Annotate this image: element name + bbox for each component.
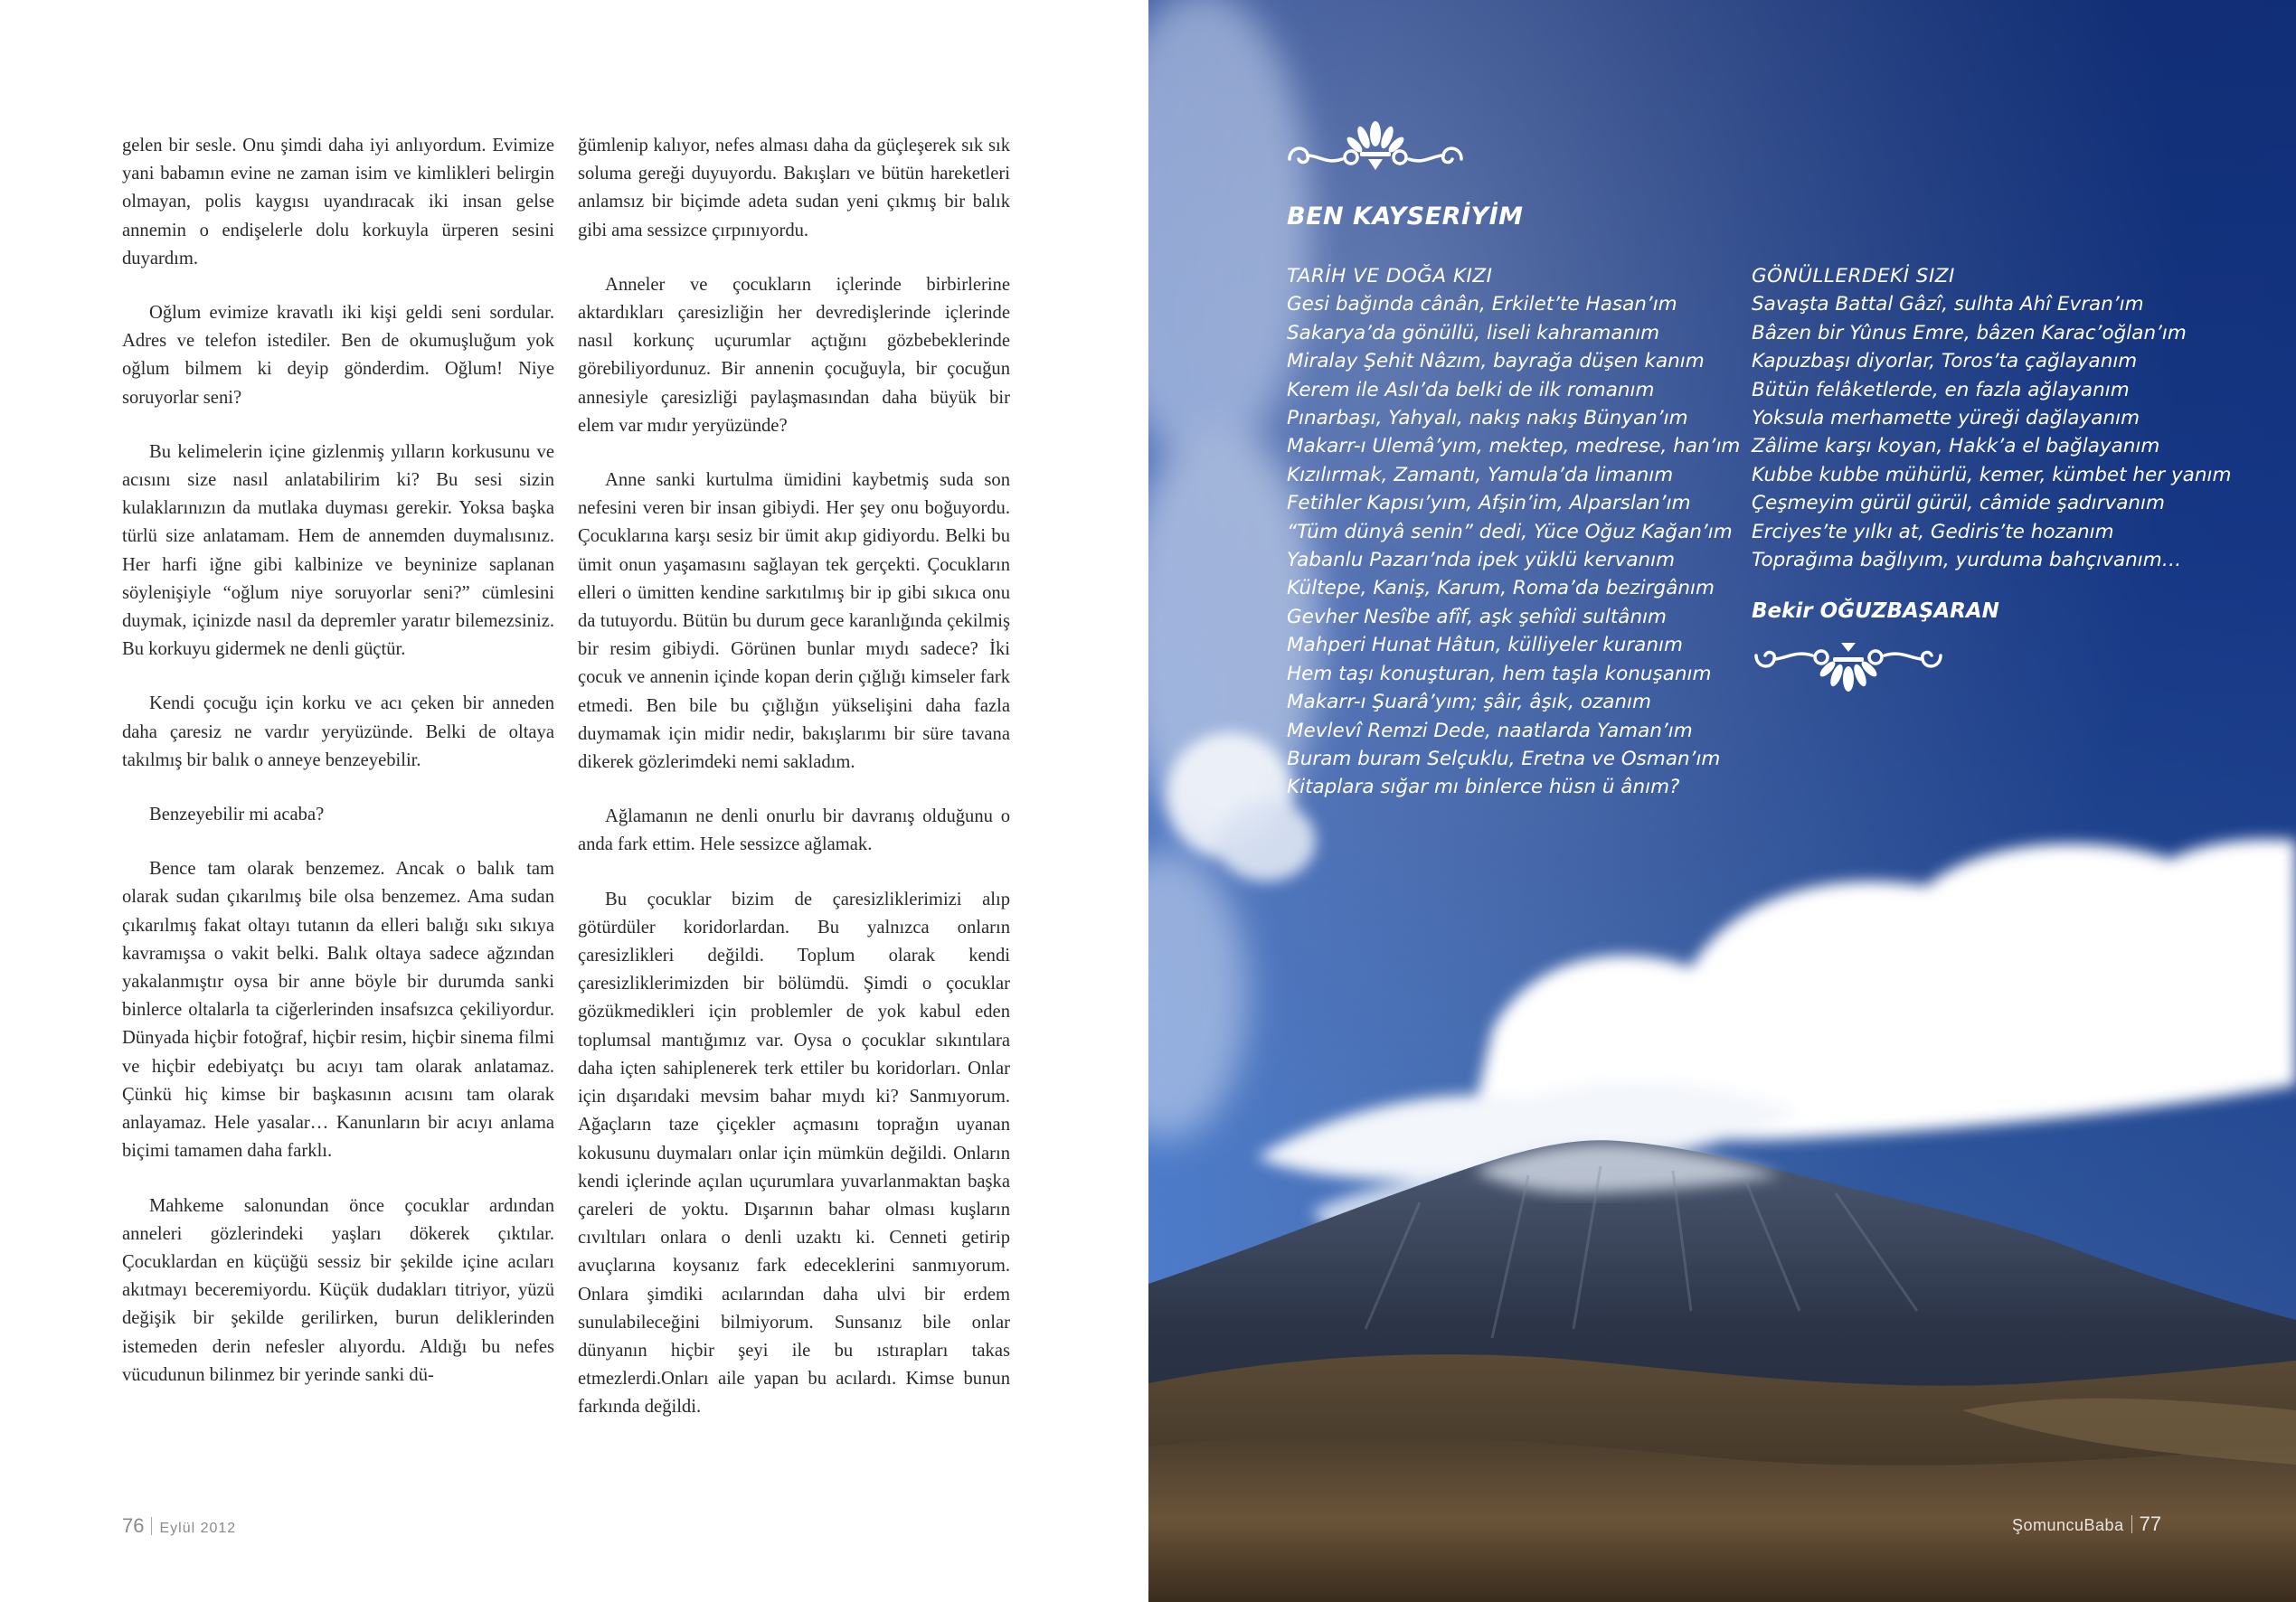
poem-line: Kızılırmak, Zamantı, Yamula’da limanım xyxy=(1287,463,1674,486)
ornament-icon xyxy=(1282,119,1469,175)
page-number: 76 xyxy=(122,1514,145,1537)
poem-line: Makarr-ı Ulemâ’yım, mektep, medrese, han’ım xyxy=(1287,435,1741,458)
poem-line: Erciyes’te yılkı at, Gediris’te hozanım xyxy=(1752,520,2114,543)
poem-line: Makarr-ı Şuarâ’yım; şâir, âşık, ozanım xyxy=(1287,691,1651,714)
poem-line: Gesi bağında cânân, Erkilet’te Hasan’ım xyxy=(1287,293,1677,316)
page-folio-left xyxy=(122,1514,236,1538)
poem-line: Kubbe kubbe mühürlü, kemer, kümbet her yanım xyxy=(1752,463,2232,486)
paragraph: Anneler ve çocukların içlerinde birbirlerine aktardıkları çaresizliğin her devredişlerinde içlerinde nasıl korkunç uçurumlar açtığını gözbebeklerinde görebiliyordunuz. Bir annenin çocuğuyla, bir çocuğun annesiyle çaresizliği paylaşmasından daha büyük bir elem var mıdır yeryüzünde? xyxy=(578,274,1010,436)
paragraph: Bu çocuklar bizim de çaresizliklerimizi alıp götürdüler koridorlardan. Bu yalnızca onların çaresizlikleri değildi. Toplum olarak kendi çaresizliklerimizden bir bölümdü. Şimdi o çocuklar gözükmedikleri için problemler de yok kabul eden toplumsal mantığımız var. Oysa o çocuklar sıkıntılara daha içten sahiplenerek terk ettiler bu koridorları. Onlar için dışarıdaki mevsim bahar mıydı ki? Sanmıyorum. Ağaçların taze çiçekler açmasını toprağın uyanan kokusunu duymaları onlar için mümkün değildi. Onların kendi içlerinde açılan uçurumlara yuvarlanmaktan başka çareleri de yoktu. Dışarının bahar olması kuşların cıvıltıları onlara o denli uzaktı ki. Cenneti getirip avuçlarına koysanız fark edeceklerini sanmıyorum. Onlara şimdiki acılarından daha ulvi bir erdem sunulabileceğini bilmiyorum. Sunsanız bile onlar dünyanın hiçbir şeyi ile bu ıstırapları takas etmezlerdi.Onları aile yapan bu acılardı. Kimse bunun farkında değildi. xyxy=(578,889,1010,1418)
paragraph: Mahkeme salonundan önce çocuklar ardından anneleri gözlerindeki yaşları dökerek çıktılar. Çocuklardan en küçüğü sessiz bir şekilde içine acıları akıtmayı beceremiyordu. Küçük dudakları titriyor, yüzü değişik bir şekilde gerilirken, burun deliklerinden istemeden derin nefesler alıyordu. Aldığı bu nefes vücudunun bilinmez bir yerinde sanki dü- xyxy=(122,1195,554,1385)
ornament-icon xyxy=(1749,639,1948,695)
poem-line: Çeşmeyim gürül gürül, câmide şadırvanım xyxy=(1752,492,2165,515)
poem-line: Yabanlu Pazarı’nda ipek yüklü kervanım xyxy=(1287,549,1676,572)
page-number: 77 xyxy=(2139,1512,2162,1535)
stanza-title: TARİH VE DOĞA KIZI xyxy=(1287,265,1493,287)
poem-stanza-1 xyxy=(1287,262,1740,802)
poem-line: “Tüm dünyâ senin” dedi, Yüce Oğuz Kağan’ım xyxy=(1287,520,1733,543)
paragraph: Bu kelimelerin içine gizlenmiş yılların korkusunu ve acısını size nasıl anlatabilirim ki? Bu sesi sizin kulaklarınızın da mutlaka duyması gerekir. Yoksa başka türlü size anlatamam. Hem de annemden duymalısınız. Her harfi iğne gibi kalbinize ve beyninize saplanan söyleniş​iyle “oğlum niye soruyorlar seni?” cümlesini duymak, içinizde nasıl da depremler yaratır bilemezsiniz. Bu korkuyu gidermek ne denli güçtür. xyxy=(122,441,554,660)
poem-line: Mahperi Hunat Hâtun, külliyeler kuranım xyxy=(1287,634,1683,657)
poem-line: Toprağıma bağlıyım, yurduma bahçıvanım… xyxy=(1752,549,2182,572)
paragraph: ğümlenip kalıyor, nefes alması daha da güçleşerek sık sık soluma gereği duyuyordu. Bakışları ve bütün hareketleri anlamsız bir biçimde adeta sudan yeni çıkmış bir balık gibi ama sessizce çırpınıyordu. xyxy=(578,136,1010,240)
paragraph: Benzeyebilir mi acaba? xyxy=(149,805,325,825)
poem-title: BEN KAYSERİYİM xyxy=(1287,203,1524,231)
poem-line: Hem taşı konuşturan, hem taşla konuşanım xyxy=(1287,662,1712,685)
stanza-title: GÖNÜLLERDEKİ SIZI xyxy=(1752,265,1955,287)
paragraph: gelen bir sesle. Onu şimdi daha iyi anlıyordum. Evimize yani babamın evine ne zaman isim ve kimlikleri belirgin olmayan, polis kaygısı uyandıracak iki insan gelse annemin o endişelerle dolu korkuyla ürperen sesini duyardım. xyxy=(122,136,554,269)
poem-line: Mevlevî Remzi Dede, naatlarda Yaman’ım xyxy=(1287,719,1693,742)
poem-line: Bütün felâketlerde, en fazla ağlayanım xyxy=(1752,378,2130,401)
paragraph: Ağlamanın ne denli onurlu bir davranış olduğunu o anda fark ettim. Hele sessizce ağlamak. xyxy=(578,806,1010,855)
poem-line: Bâzen bir Yûnus Emre, bâzen Karac’oğlan’ım xyxy=(1752,321,2187,344)
text-column-2 xyxy=(578,132,1010,1448)
poem-line: Miralay Şehit Nâzım, bayrağa düşen kanım xyxy=(1287,350,1705,373)
page-folio-right xyxy=(2012,1512,2161,1536)
poem-line: Zâlime karşı koyan, Hakk’a el bağlayanım xyxy=(1752,435,2160,458)
poem-line: Kerem ile Aslı’da belki de ilk romanım xyxy=(1287,378,1655,401)
folio-divider xyxy=(151,1517,152,1535)
poem-stanza-2 xyxy=(1752,262,2231,574)
text-column-1 xyxy=(122,132,554,1416)
paragraph: Anne sanki kurtulma ümidini kaybetmiş suda son nefesini veren bir insan gibiydi. Her şey onu boğuyordu. Çocuklarına karşı sesiz bir ümit akıp gidiyordu. Belki bu ümit onun yaşamasını sağlayan tek gerçekti. Çocukların elleri o ümitten kendine sarkıtılmış bir ip gibi sıkıca onu da tutuyordu. Bütün bu durum gece karanlığında çekilmiş bir resim gibiydi. Görünen bunlar mıydı sadece? İki çocuk ve annenin içinde kopan derin çığlığı kimseler fark etmedi. Ben bile bu çığlığın yükselişini daha fazla duymamak için midir nedir, bakışlarımı bir süre tavana dikerek gözlerimdeki nemi sakladım. xyxy=(578,470,1010,773)
poem-line: Buram buram Selçuklu, Eretna ve Osman’ım xyxy=(1287,747,1721,770)
poem-line: Fetihler Kapısı’yım, Afşin’im, Alparslan’ım xyxy=(1287,492,1691,515)
issue-date: Eylül 2012 xyxy=(159,1521,237,1536)
poem-line: Savaşta Battal Gâzî, sulhta Ahî Evran’ım xyxy=(1752,293,2144,316)
poem-line: Kapuzbaşı diyorlar, Toros’ta çağlayanım xyxy=(1752,350,2138,373)
poem-line: Kitaplara sığar mı binlerce hüsn ü ânım? xyxy=(1287,776,1680,799)
poem-line: Gevher Nesîbe afîf, aşk şehîdi sultânım xyxy=(1287,605,1668,628)
poem-line: Pınarbaşı, Yahyalı, nakış nakış Bünyan’ım xyxy=(1287,407,1688,430)
poem-line: Yoksula merhamette yüreği dağlayanım xyxy=(1752,407,2140,430)
poem-line: Kültepe, Kaniş, Karum, Roma’da bezirgânım xyxy=(1287,577,1715,600)
poem-author: Bekir OĞUZBAŞARAN xyxy=(1752,599,1999,623)
magazine-brand: ŞomuncuBaba xyxy=(2012,1516,2124,1534)
paragraph: Oğlum evimize kravatlı iki kişi geldi seni sordular. Adres ve telefon istediler. Ben de okumuşluğum yok oğlum bilmem ki deyip gönderdim. Oğlum! Niye soruyorlar seni? xyxy=(122,303,554,408)
paragraph: Kendi çocuğu için korku ve acı çeken bir anneden daha çaresiz ne vardır yeryüzünde. Belki de oltaya takılmış bir balık o anneye benzeyebilir. xyxy=(122,693,554,770)
paragraph: Bence tam olarak benzemez. Ancak o balık tam olarak sudan çıkarılmış bile olsa benzemez. Ama sudan çıkarılmış fakat oltayı tutanın da elleri balığı sıkı sıkıya kavramışsa o vakit belki. Balık oltaya sadece ağzından yakalanmıştır oysa bir anne böyle bir durumda sanki binlerce oltalarla ta ciğerlerinden insafsızca çekiliyordur. Dünyada hiçbir fotoğraf, hiçbir resim, hiçbir sinema filmi ve hiçbir edebiyatçı bu acıyı tam olarak anlatamaz. Çünkü hiç kimse bir başkasının acısını tam olarak anlayamaz. Hele yasalar… Kanunların bir acıyı anlama biçimi tamamen daha farklı. xyxy=(122,859,554,1162)
poem-line: Sakarya’da gönüllü, liseli kahramanım xyxy=(1287,321,1660,344)
folio-divider xyxy=(2131,1515,2132,1533)
